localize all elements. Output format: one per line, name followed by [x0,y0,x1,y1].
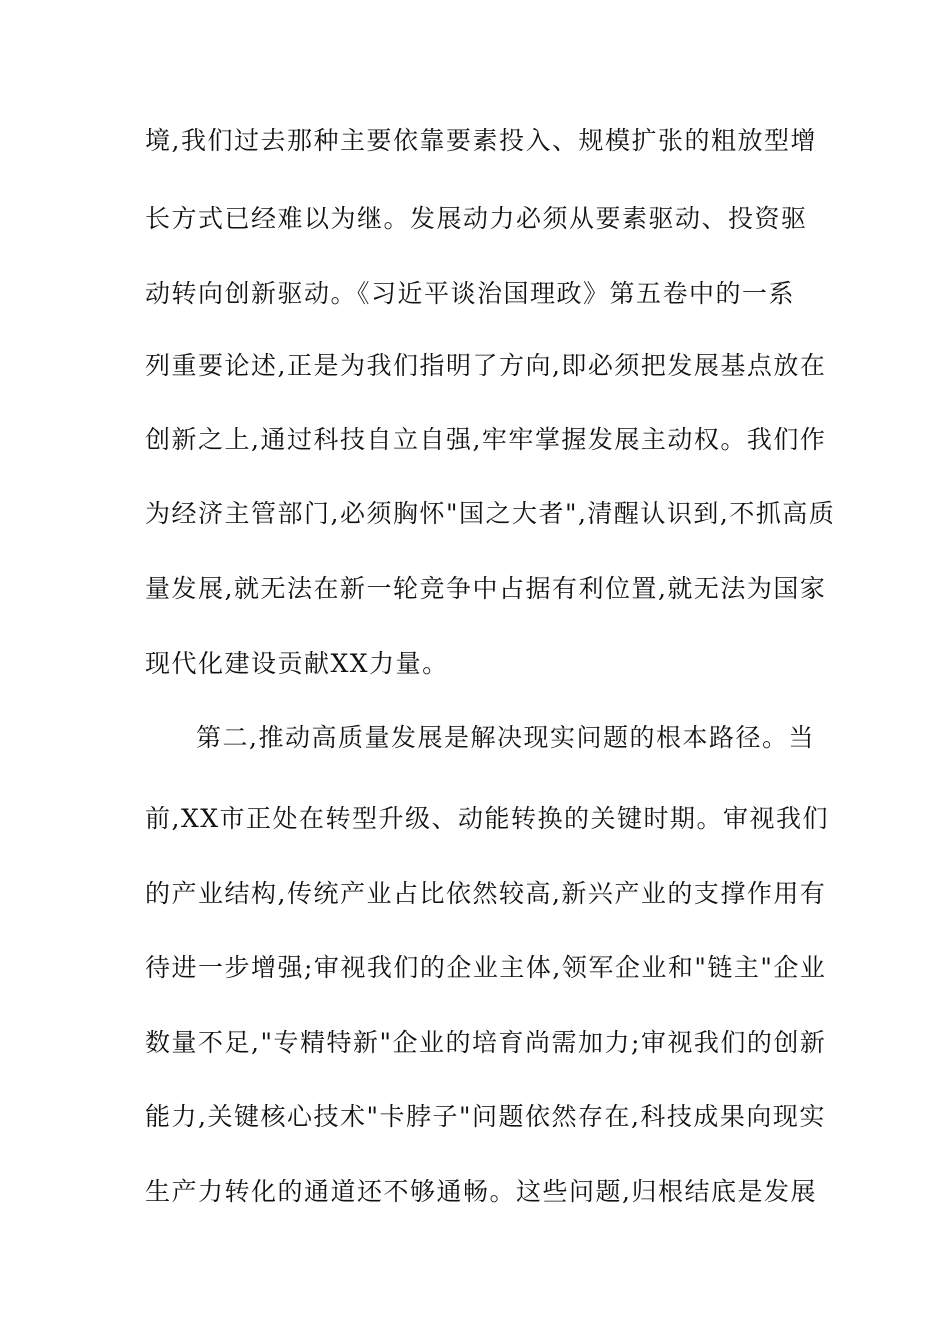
text-line: 动转向创新驱动。《习近平谈治国理政》第五卷中的一系 [145,279,796,308]
text-line: 能力,关键核心技术"卡脖子"问题依然存在,科技成果向现实 [145,1102,826,1131]
text-line: 创新之上,通过科技自立自强,牢牢掌握发展主动权。我们作 [145,425,827,454]
text-line: 为经济主管部门,必须胸怀"国之大者",清醒认识到,不抓高质 [145,499,836,528]
text-line: 数量不足,"专精特新"企业的培育尚需加力;审视我们的创新 [145,1028,827,1057]
text-line: 列重要论述,正是为我们指明了方向,即必须把发展基点放在 [145,351,827,380]
text-line: 生产力转化的通道还不够通畅。这些问题,归根结底是发展 [145,1177,817,1206]
paragraph-first-line: 第二,推动高质量发展是解决现实问题的根本路径。当 [196,723,815,752]
text-line: 长方式已经难以为继。发展动力必须从要素驱动、投资驱 [145,204,808,233]
text-line: 待进一步增强;审视我们的企业主体,领军企业和"链主"企业 [145,953,827,982]
text-line: 境,我们过去那种主要依靠要素投入、规模扩张的粗放型增 [145,126,817,155]
text-line: 量发展,就无法在新一轮竞争中占据有利位置,就无法为国家 [145,574,827,603]
text-line: 前,XX市正处在转型升级、动能转换的关键时期。审视我们 [145,804,830,833]
text-line: 的产业结构,传统产业占比依然较高,新兴产业的支撑作用有 [145,879,827,908]
text-line: 现代化建设贡献XX力量。 [145,649,449,678]
